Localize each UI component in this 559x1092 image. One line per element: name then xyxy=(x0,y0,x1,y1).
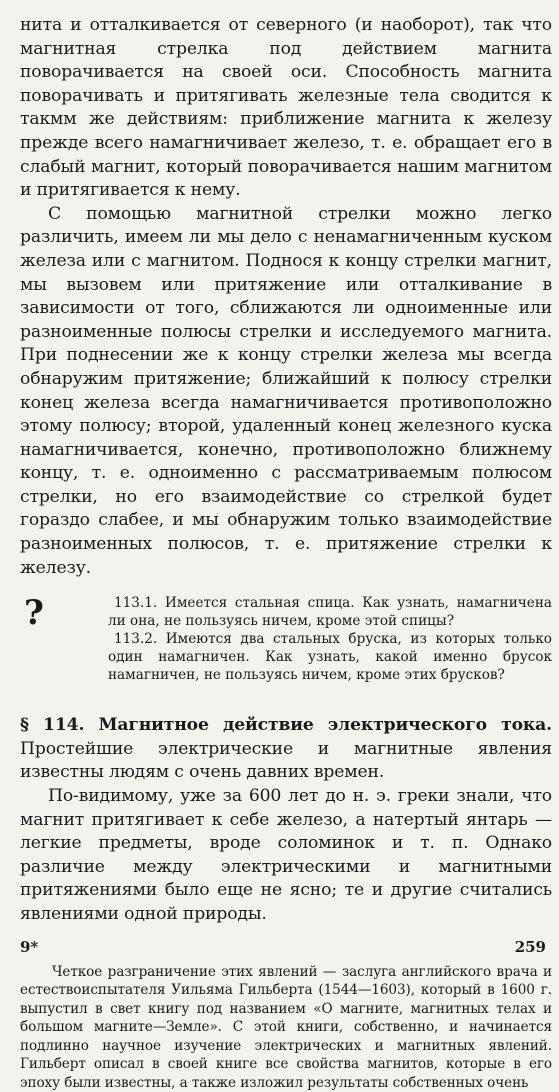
small-print-note xyxy=(20,963,552,1092)
questions-block xyxy=(20,594,552,684)
page-number: 259 xyxy=(514,938,546,956)
question-mark-icon: ? xyxy=(24,593,44,634)
signature-mark: 9* xyxy=(20,938,39,956)
question-113-2: 113.2. Имеются два стальных бруска, из которых только один намагничен. Как узнать, какой именно брусок намагничен, не пользуясь ничем, кроме этих брусков? xyxy=(108,631,552,684)
section-paragraph-2: По-видимому, уже за 600 лет до н. э. греки знали, что магнит притягивает к себе железо, а натертый янтарь — легкие предметы, вроде соломинок и т. п. Однако различие между электрическими и магнитными притяжениями было еще не ясно; те и другие считались явлениями одной природы. xyxy=(20,786,552,924)
paragraph-1: нита и отталкивается от северного (и наоборот), так что магнитная стрелка под действием магнита поворачивается на своей оси. Способность магнита поворачивать и притягивать железные тела сводится к такмм же действиям: приближение магнита к железу прежде всего намагничивает железо, т. е. обращает его в слабый магнит, который поворачивается нашим магнитом и притягивается к нему. xyxy=(20,15,552,201)
page-body xyxy=(20,14,552,1092)
section-114-lead xyxy=(20,714,552,785)
note-text: Четкое разграничение этих явлений — заслуга английского врача и естествоиспытателя Уильяма Гильберта (1544—1603), который в 1600 г. выпустил в свет книгу под названием «О магните, магнитных телах и большом магните—Земле». С этой книги, собственно, и начинается подлинно научное изучение электрических и магнитных явлений. Гильберт описал в своей книге все свойства магнитов, которые в его эпоху были известны, а также изложил результаты собственных очень xyxy=(20,963,552,1091)
paragraph-2: С помощью магнитной стрелки можно легко различить, имеем ли мы дело с ненамагниченным куском железа или с магнитом. Поднося к концу стрелки магнит, мы вызовем или притяжение или отталкивание в зависимости от того, сближаются ли одноименные или разноименные полюсы стрелки и исследуемого магнита. При поднесении же к концу стрелки железа мы всегда обнаружим притяжение; ближайший к полюсу стрелки конец железа всегда намагничивается противоположно этому полюсу; второй, удаленный конец железного куска намагничивается, конечно, противоположно ближнему концу, т. е. одноименно с рассматриваемым полюсом стрелки, но его взаимодействие со стрелкой будет гораздо слабее, и мы обнаружим только взаимодействие разноименных полюсов, т. е. притяжение стрелки к железу. xyxy=(20,203,552,578)
section-lead-text: Простейшие электрические и магнитные явления известны людям с очень давних времен. xyxy=(20,738,552,783)
question-113-1: 113.1. Имеется стальная спица. Как узнать, намагничена ли она, не пользуясь ничем, кроме этой спицы? xyxy=(108,595,552,630)
section-title: § 114. Магнитное действие электрического тока. xyxy=(20,715,552,736)
